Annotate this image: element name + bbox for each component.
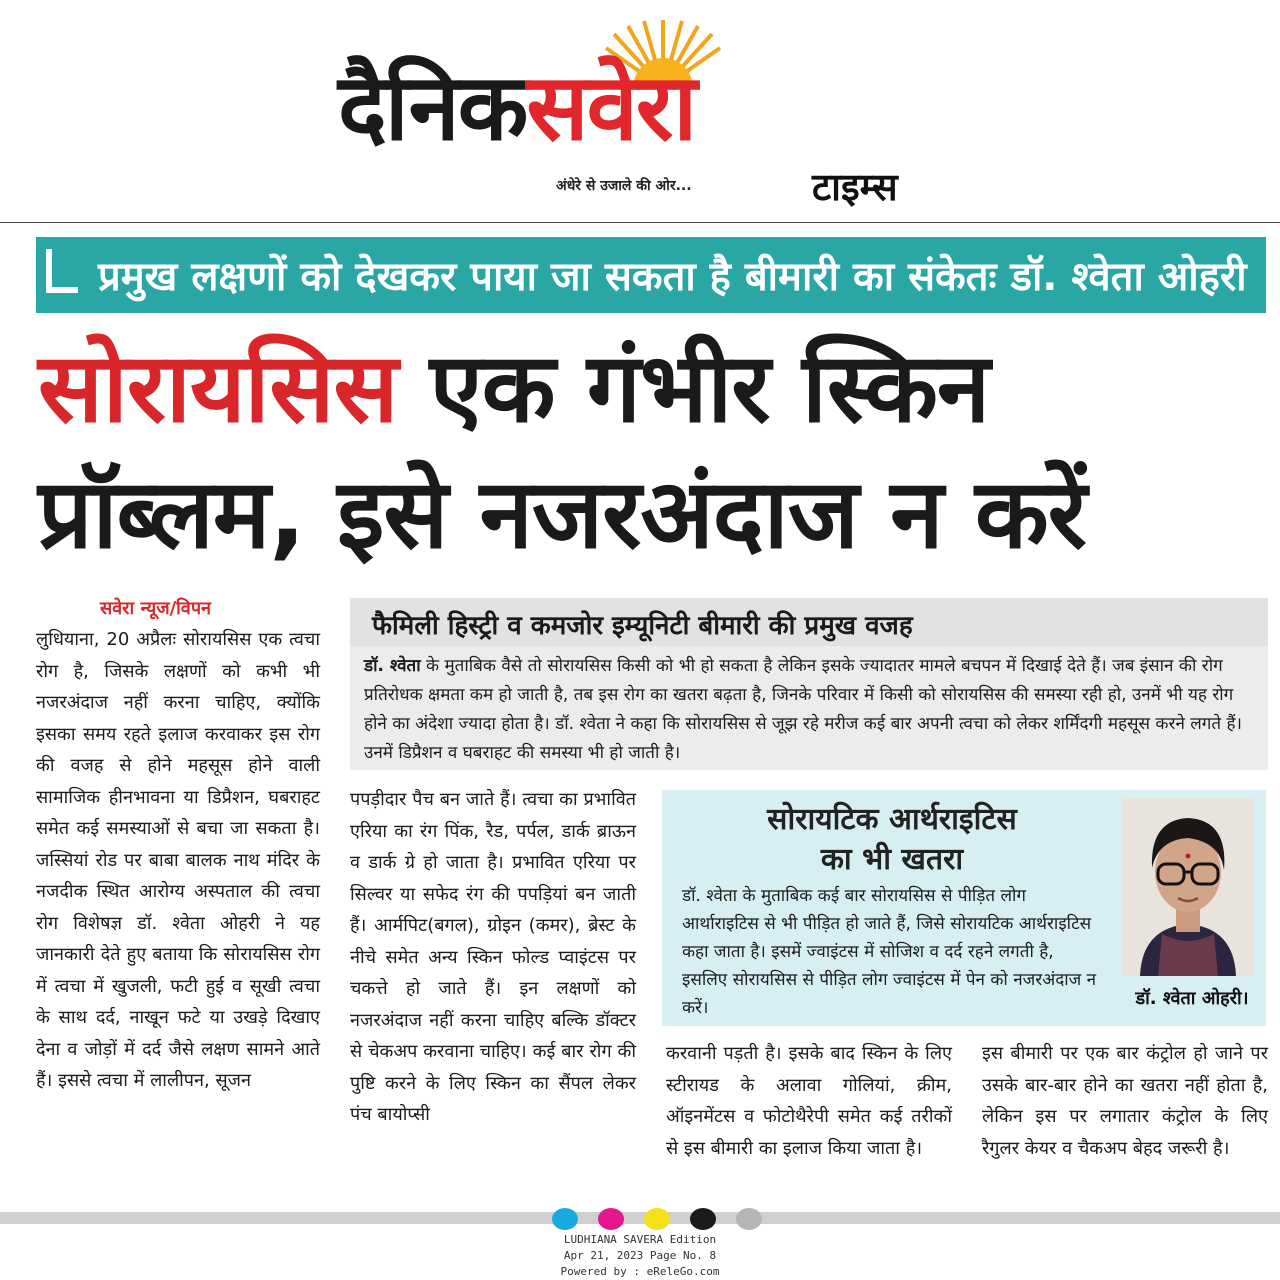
article-column-2: पपड़ीदार पैच बन जाते हैं। त्वचा का प्रभावित एरिया का रंग पिंक, रैड, पर्पल, डार्क ब्राऊन व डार्क ग्रे हो जाता है। प्रभावित एरिया पर सिल्वर या सफेद रंग की पपड़ियां बन जाती हैं। आर्मपिट(बगल), ग्रोइन (कमर), ब्रेस्ट के नीचे समेत अन्य स्किन फोल्ड प्वाइंटस पर चकत्ते हो जाते हैं। इन लक्षणों को नजरअंदाज नहीं करना चाहिए बल्कि डॉक्टर से चेकअप करवाना चाहिए। कई बार रोग की पुष्टि करने के लिए स्किन का सैंपल लेकर पंच बायोप्सी (350, 789, 636, 1125)
corner-bracket-icon (46, 249, 78, 293)
family-history-heading-box (350, 598, 1268, 646)
family-history-text (364, 652, 1258, 768)
headline-line1-rest: एक गंभीर स्किन (429, 332, 990, 444)
edition-footer (0, 1232, 1280, 1280)
subheadline-bar (36, 237, 1266, 313)
psoriatic-arthritis-title-line1: सोरायटिक आर्थराइटिस (767, 802, 1017, 837)
masthead-divider (0, 222, 1280, 223)
magenta-registration-dot-icon (598, 1208, 624, 1230)
print-registration-strip (0, 1212, 1280, 1224)
newspaper-title-black: दैनिक (338, 54, 527, 161)
edition-name: LUDHIANA SAVERA Edition (563, 1233, 717, 1246)
edition-powered-by: Powered by : eReleGo.com (560, 1265, 720, 1278)
family-history-body: के मुताबिक वैसे तो सोरायसिस किसी को भी हो सकता है लेकिन इसके ज्यादातर मामले बचपन में दिखाई देते हैं। जब इंसान की रोग प्रतिरोधक क्षमता कम हो जाती है, तब इस रोग का खतरा बढ़ता है, जिनके परिवार में किसी को सोरायसिस की समस्या रही हो, उनमें भी यह रोग होने का अंदेशा ज्यादा होता है। डॉ. श्वेता ने कहा कि सोरायसिस से जूझ रहे मरीज कई बार अपनी त्वचा को लेकर शर्मिंदगी महसूस करने लगते हैं। उनमें डिप्रैशन व घबराहट की समस्या भी हो जाती है। (364, 656, 1242, 763)
masthead (0, 0, 1280, 222)
grey-registration-dot-icon (736, 1208, 762, 1230)
psoriatic-arthritis-text: डॉ. श्वेता के मुताबिक कई बार सोरायसिस से पीड़ित लोग आर्थाराइटिस से भी पीड़ित हो जाते हैं, जिसे सोरायटिक आर्थराइटिस कहा जाता है। इसमें ज्वाइंटस में सोजिश व दर्द रहने लगती है, इसलिए सोरायसिस से पीड़ित लोग ज्वाइंटस में पेन को नजरअंदाज न करें। (682, 886, 1097, 1018)
psoriatic-arthritis-title-line2: का भी खतरा (820, 842, 964, 877)
family-history-box (350, 646, 1268, 770)
article-column-3: करवानी पड़ती है। इसके बाद स्किन के लिए स्टीरायड के अलावा गोलियां, क्रीम, ऑइनमेंटस व फोटोथैरेपी समेत कई तरीकों से इस बीमारी का इलाज किया जाता है। (666, 1043, 952, 1159)
family-history-heading: फैमिली हिस्ट्री व कमजोर इम्यूनिटी बीमारी की प्रमुख वजह (372, 611, 913, 641)
psoriatic-arthritis-box (662, 790, 1266, 1026)
newspaper-title-red: सवेरा (526, 54, 696, 161)
psoriatic-arthritis-title (682, 800, 1102, 880)
byline: सवेरा न्यूज/विपन (100, 598, 212, 619)
subheadline: प्रमुख लक्षणों को देखकर पाया जा सकता है बीमारी का संकेतः डॉ. श्वेता ओहरी (98, 254, 1247, 300)
edition-date-page: Apr 21, 2023 Page No. 8 (563, 1249, 717, 1262)
yellow-registration-dot-icon (644, 1208, 670, 1230)
black-registration-dot-icon (690, 1208, 716, 1230)
photo-caption: डॉ. श्वेता ओहरी। (1135, 988, 1249, 1009)
article-column-1: लुधियाना, 20 अप्रैलः सोरायसिस एक त्वचा रोग है, जिसके लक्षणों को कभी भी नजरअंदाज नहीं करना चाहिए, क्योंकि इसका समय रहते इलाज करवाकर इस रोग की वजह से होने महसूस होने वाली सामाजिक हीनभावना या डिप्रैशन, घबराहट समेत कई समस्याओं से बचा जा सकता है। जस्सियां रोड पर बाबा बालक नाथ मंदिर के नजदीक स्थित आरोग्य अस्पताल की त्वचा रोग विशेषज्ञ डॉ. श्वेता ओहरी ने यह जानकारी देते हुए बताया कि सोरायसिस रोग में त्वचा में खुजली, फटी हुई व सूखी त्वचा के साथ दर्द, नाखून फटे या उखड़े दिखाए देना व जोड़ों में दर्द जैसे लक्षण सामने आते हैं। इससे त्वचा में लालीपन, सूजन (36, 629, 320, 1091)
headline-line2: प्रॉब्लम, इसे नजरअंदाज न करें (38, 458, 1086, 570)
cyan-registration-dot-icon (552, 1208, 578, 1230)
headline-keyword: सोरायसिस (38, 332, 398, 444)
article-column-4: इस बीमारी पर एक बार कंट्रोल हो जाने पर उसके बार-बार होने का खतरा नहीं होता है, लेकिन इस पर लगातार कंट्रोल के लिए रैगुलर केयर व चैकअप बेहद जरूरी है। (982, 1043, 1268, 1159)
doctor-portrait-icon (1122, 798, 1254, 976)
headline-line1 (38, 332, 990, 444)
newspaper-title (338, 54, 696, 161)
family-history-lead: डॉ. श्वेता (364, 656, 421, 676)
newspaper-tagline: अंधेरे से उजाले की ओर... (556, 178, 692, 194)
doctor-photo (1122, 798, 1254, 976)
newspaper-subtitle: टाइम्स (812, 165, 898, 209)
